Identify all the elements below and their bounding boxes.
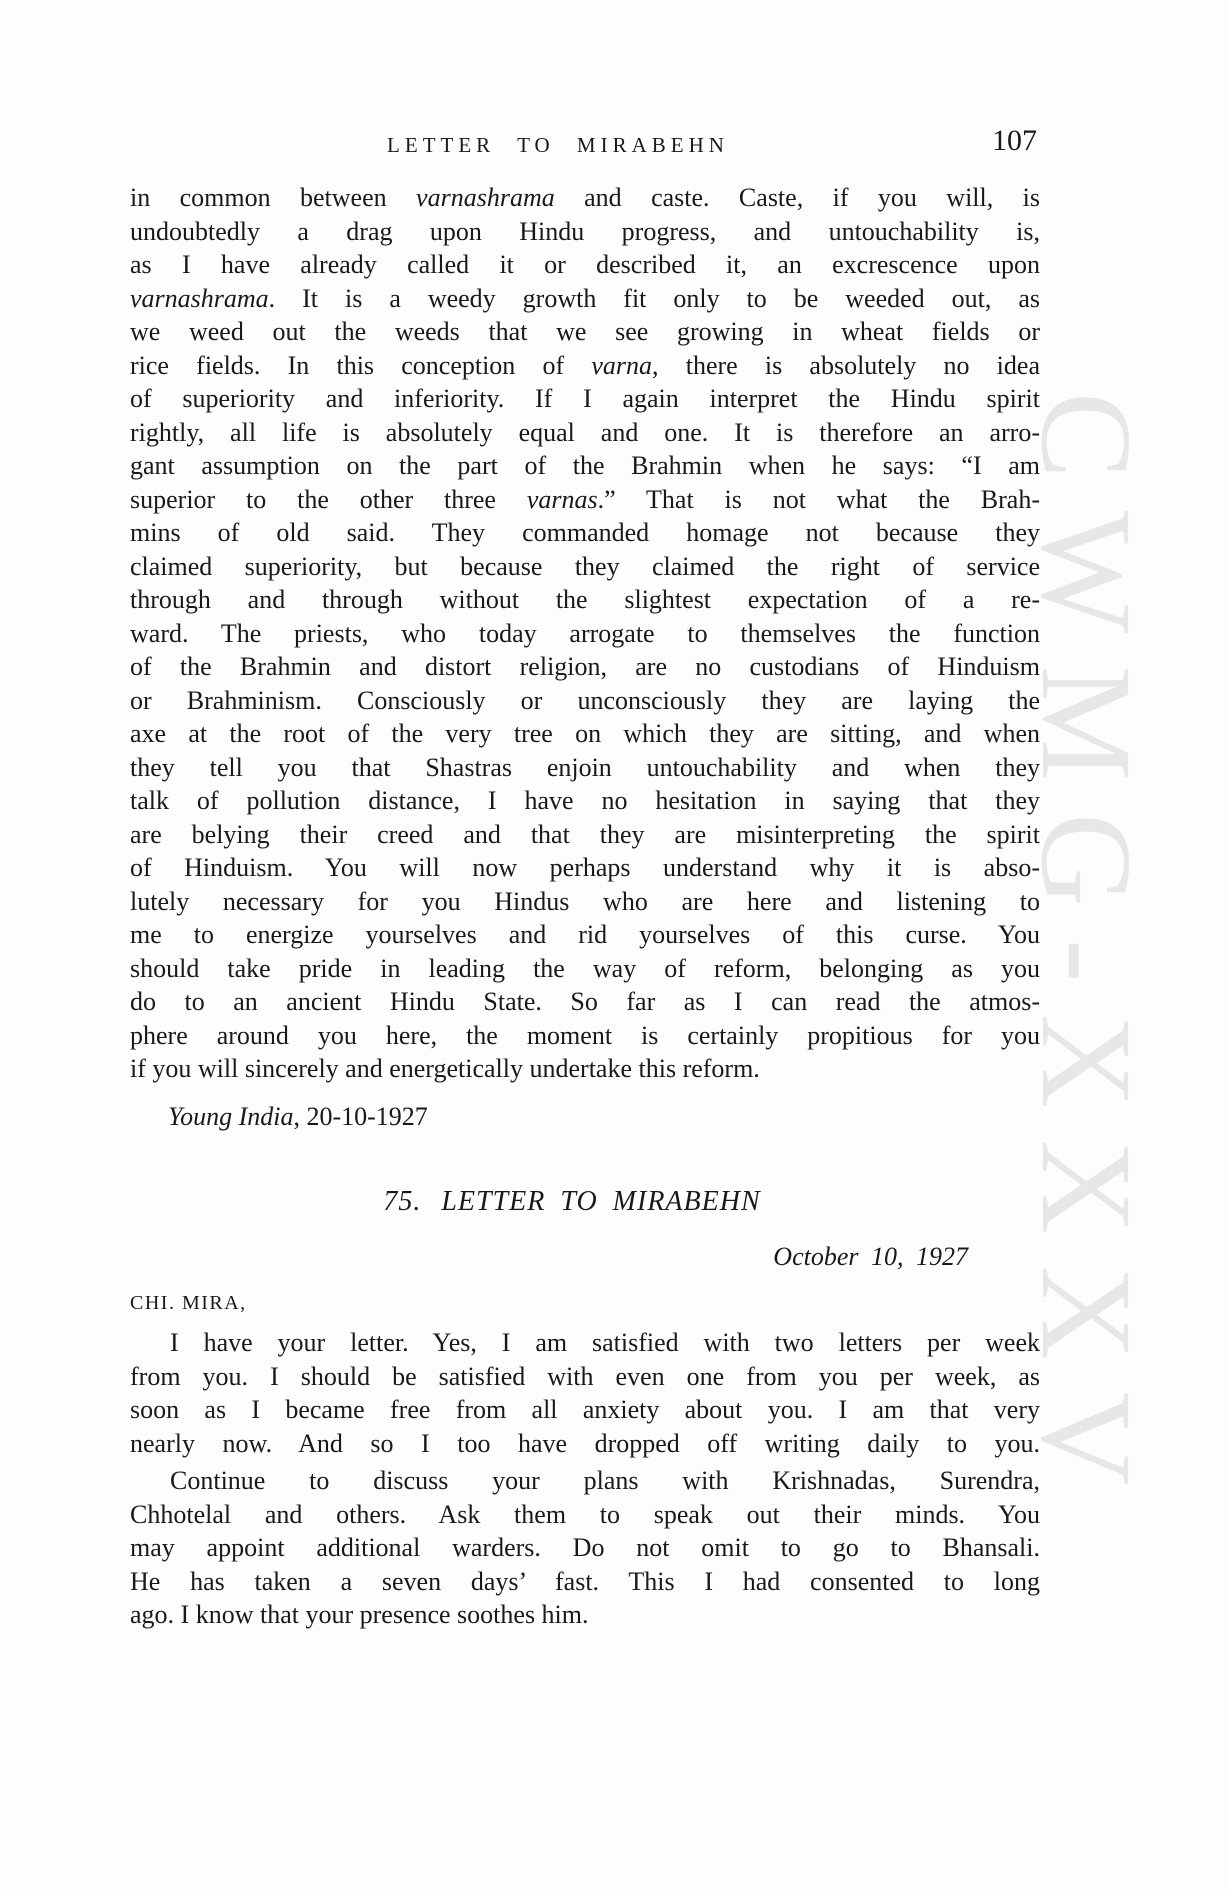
text-line: [130, 349, 1040, 383]
text-line: [130, 315, 1040, 349]
source-date: , 20-10-1927: [293, 1102, 428, 1131]
text-segment: , there is absolutely no idea: [652, 350, 1040, 380]
text-segment: .” That is not what the Brah-: [597, 484, 1040, 514]
text-segment: if you will sincerely and energetically undertake this reform.: [130, 1054, 760, 1083]
text-segment: He has taken a seven days’ fast. This I had consented to long: [130, 1566, 1040, 1596]
text-line: [130, 784, 1040, 818]
text-segment: may appoint additional warders. Do not omit to go to Bhansali.: [130, 1533, 1040, 1562]
text-segment: superior to the other three: [130, 484, 527, 514]
text-segment: claimed superiority, but because they claimed the right of service: [130, 551, 1040, 581]
text-segment: phere around you here, the moment is certainly propitious for you: [130, 1020, 1040, 1050]
text-segment: lutely necessary for you Hindus who are here and listening to: [130, 886, 1040, 916]
source-journal-name: Young India: [168, 1102, 294, 1131]
letter-paragraph-1: [130, 1326, 1040, 1460]
text-segment: of Hinduism. You will now perhaps understand why it is abso-: [130, 853, 1040, 882]
letter-paragraph-2: [130, 1464, 1040, 1632]
text-segment: mins of old said. They commanded homage not because they: [130, 518, 1040, 547]
page-number: 107: [992, 124, 1037, 157]
italic-term: varnas: [526, 484, 598, 514]
text-segment: and caste. Caste, if you will, is: [554, 183, 1040, 212]
volume-watermark: CWMG-XXXV: [1014, 392, 1158, 1518]
text-line: [130, 918, 1040, 952]
source-citation: [168, 1102, 428, 1132]
text-segment: . It is a weedy growth fit only to be weeded out, as: [268, 283, 1040, 313]
section-number: 75.: [383, 1186, 422, 1217]
text-segment: from you. I should be satisfied with even one from you per week, as: [130, 1361, 1040, 1391]
text-segment: rice fields. In this conception of: [130, 350, 592, 380]
text-segment: Chhotelal and others. Ask them to speak out their minds. You: [130, 1499, 1040, 1529]
text-segment: me to energize yourselves and rid yourselves of this curse. You: [130, 920, 1040, 949]
italic-term: varnashrama: [130, 283, 269, 313]
text-line: [130, 1464, 1040, 1498]
text-segment: or Brahminism. Consciously or unconsciously they are laying the: [130, 685, 1040, 715]
text-line: [130, 416, 1040, 450]
text-line: [130, 282, 1040, 316]
text-segment: of superiority and inferiority. If I again interpret the Hindu spirit: [130, 384, 1040, 413]
running-header-title: LETTER TO MIRABEHN: [387, 133, 729, 157]
text-line: [130, 550, 1040, 584]
text-segment: gant assumption on the part of the Brahmin when he says: “I am: [130, 451, 1040, 480]
text-line: [130, 382, 1040, 416]
text-segment: are belying their creed and that they are misinterpreting the spirit: [130, 819, 1040, 849]
section-heading: [130, 1186, 1014, 1218]
text-segment: ago. I know that your presence soothes him.: [130, 1600, 589, 1629]
text-line: [130, 952, 1040, 986]
text-line: [130, 1427, 1040, 1461]
italic-term: varna: [591, 350, 653, 380]
text-line: [130, 1393, 1040, 1427]
intro-paragraph: [130, 181, 1040, 1086]
text-line: [130, 516, 1040, 550]
text-line: [130, 717, 1040, 751]
text-line: [130, 985, 1040, 1019]
text-segment: I have your letter. Yes, I am satisfied with two letters per week: [170, 1328, 1040, 1357]
text-segment: in common between: [130, 183, 417, 212]
text-line: [130, 248, 1040, 282]
text-line: [130, 483, 1040, 517]
text-segment: through and through without the slightest expectation of a re-: [130, 585, 1040, 614]
text-segment: they tell you that Shastras enjoin untouchability and when they: [130, 752, 1040, 782]
text-line: [130, 1019, 1040, 1053]
text-line: [130, 885, 1040, 919]
text-line: [130, 215, 1040, 249]
letter-salutation: CHI. MIRA,: [130, 1292, 247, 1314]
italic-term: varnashrama: [416, 183, 555, 212]
text-segment: talk of pollution distance, I have no hesitation in saying that they: [130, 786, 1040, 815]
text-segment: of the Brahmin and distort religion, are no custodians of Hinduism: [130, 652, 1040, 681]
text-segment: nearly now. And so I too have dropped off writing daily to you.: [130, 1428, 1040, 1458]
text-line: [130, 617, 1040, 651]
text-segment: we weed out the weeds that we see growing in wheat fields or: [130, 317, 1040, 346]
text-segment: rightly, all life is absolutely equal and one. It is therefore an arro-: [130, 417, 1040, 447]
section-title: LETTER TO MIRABEHN: [441, 1186, 761, 1217]
text-line: [130, 851, 1040, 885]
text-line: [130, 1326, 1040, 1360]
text-segment: should take pride in leading the way of reform, belonging as you: [130, 953, 1040, 983]
text-line: [130, 684, 1040, 718]
text-line: [130, 583, 1040, 617]
text-line: [130, 751, 1040, 785]
text-segment: do to an ancient Hindu State. So far as I can read the atmos-: [130, 987, 1040, 1016]
text-line: [130, 449, 1040, 483]
text-line: [130, 1052, 1040, 1086]
text-segment: undoubtedly a drag upon Hindu progress, and untouchability is,: [130, 216, 1040, 246]
text-line: [130, 650, 1040, 684]
text-line: [130, 181, 1040, 215]
text-line: [130, 1598, 1040, 1632]
text-line: [130, 1498, 1040, 1532]
text-line: [130, 1565, 1040, 1599]
text-segment: axe at the root of the very tree on which they are sitting, and when: [130, 719, 1040, 748]
text-line: [130, 1360, 1040, 1394]
text-segment: as I have already called it or described it, an excrescence upon: [130, 250, 1040, 279]
text-line: [130, 1531, 1040, 1565]
text-segment: ward. The priests, who today arrogate to themselves the function: [130, 618, 1040, 648]
letter-date: October 10, 1927: [773, 1242, 968, 1271]
text-segment: soon as I became free from all anxiety about you. I am that very: [130, 1395, 1040, 1424]
text-segment: Continue to discuss your plans with Krishnadas, Surendra,: [170, 1466, 1040, 1495]
text-line: [130, 818, 1040, 852]
